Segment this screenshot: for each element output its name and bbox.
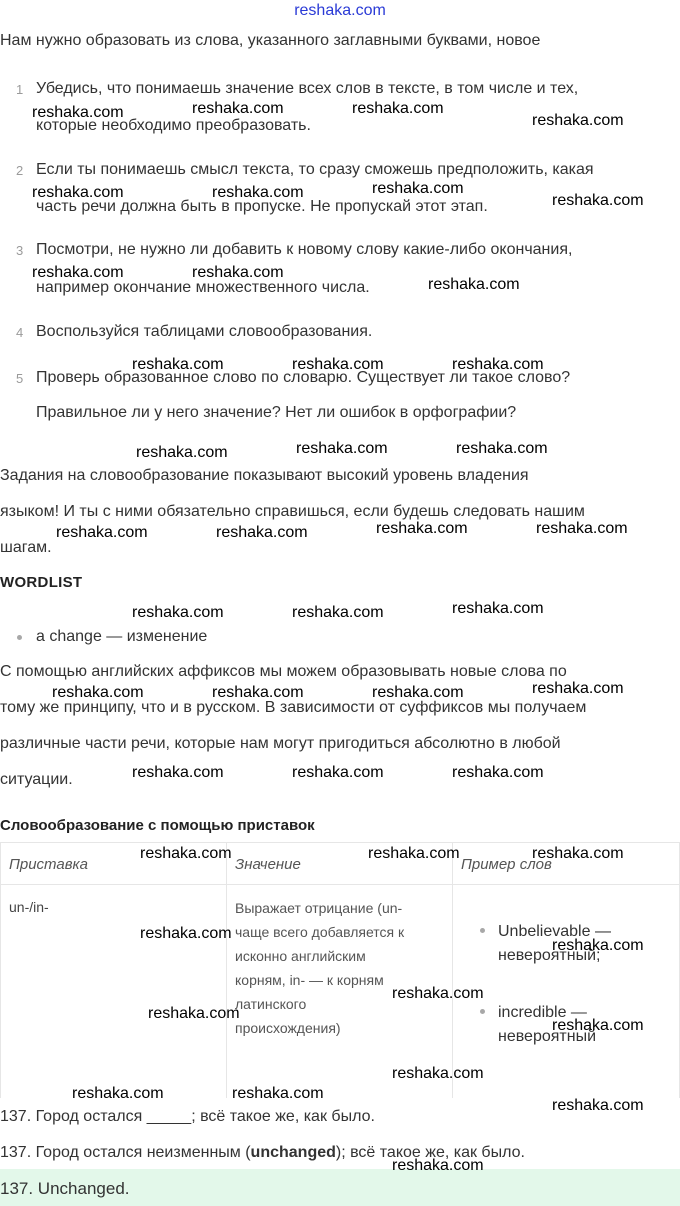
watermark-text: reshaka.com xyxy=(56,524,148,541)
watermark-text: reshaka.com xyxy=(392,985,484,1002)
watermark-text: reshaka.com xyxy=(52,684,144,701)
table-header-cell: Значение xyxy=(235,856,301,873)
bullet-icon xyxy=(480,928,485,933)
exercise-task: 137. Город остался _____; всё такое же, как было. xyxy=(0,1108,375,1125)
intro-text: Нам нужно образовать из слова, указанного заглавными буквами, новое xyxy=(0,32,541,49)
watermark-text: reshaka.com xyxy=(140,925,232,942)
watermark-text: reshaka.com xyxy=(292,764,384,781)
watermark-text: reshaka.com xyxy=(456,440,548,457)
step-text: например окончание множественного числа. xyxy=(36,279,370,296)
watermark-text: reshaka.com xyxy=(552,937,644,954)
table-header-cell: Приставка xyxy=(9,856,88,873)
watermark-text: reshaka.com xyxy=(136,444,228,461)
summary-line: языком! И ты с ними обязательно справишься, если будешь следовать нашим xyxy=(0,503,585,520)
affixes-line: ситуации. xyxy=(0,771,73,788)
table-example: incredible — невероятный xyxy=(498,1004,597,1045)
table-header-cell: Пример слов xyxy=(461,856,552,873)
watermark-text: reshaka.com xyxy=(536,520,628,537)
watermark-text: reshaka.com xyxy=(452,600,544,617)
step-text: Если ты понимаешь смысл текста, то сразу сможешь предположить, какая xyxy=(36,161,594,178)
table-header-divider xyxy=(0,884,680,885)
watermark-text: reshaka.com xyxy=(532,845,624,862)
step-text: часть речи должна быть в пропуске. Не пропускай этот этап. xyxy=(36,198,488,215)
solution-word: unchanged xyxy=(250,1144,336,1161)
step-number: 4 xyxy=(16,325,24,340)
table-column-divider xyxy=(226,842,227,1098)
exercise-answer: 137. Unchanged. xyxy=(0,1179,130,1198)
watermark-text: reshaka.com xyxy=(148,1005,240,1022)
watermark-text: reshaka.com xyxy=(192,264,284,281)
watermark-text: reshaka.com xyxy=(132,604,224,621)
watermark-text: reshaka.com xyxy=(292,604,384,621)
watermark-text: reshaka.com xyxy=(32,104,124,121)
watermark-text: reshaka.com xyxy=(296,440,388,457)
summary-line: шагам. xyxy=(0,539,52,556)
table-example: Unbelievable — невероятный; xyxy=(498,923,611,964)
watermark-text: reshaka.com xyxy=(212,184,304,201)
step-number: 1 xyxy=(16,82,24,97)
prefix-section-title: Словообразование с помощью приставок xyxy=(0,817,315,834)
exercise-solution: 137. Город остался неизменным (unchanged); всё такое же, как было. xyxy=(0,1144,525,1161)
watermark-text: reshaka.com xyxy=(552,1097,644,1114)
step-number: 3 xyxy=(16,243,24,258)
table-cell-meaning: Выражает отрицание (un- чаще всего добавляется к исконно английским корням, in- — к корням латинского происхождения) xyxy=(235,900,405,1036)
watermark-text: reshaka.com xyxy=(532,112,624,129)
bullet-icon xyxy=(480,1009,485,1014)
watermark-text: reshaka.com xyxy=(72,1085,164,1102)
watermark-text: reshaka.com xyxy=(392,1157,484,1174)
table-column-divider xyxy=(452,842,453,1098)
step-text: Правильное ли у него значение? Нет ли ошибок в орфографии? xyxy=(36,404,517,421)
watermark-text: reshaka.com xyxy=(352,100,444,117)
site-header-link[interactable]: reshaka.com xyxy=(294,2,386,19)
summary-line: Задания на словообразование показывают высокий уровень владения xyxy=(0,467,529,484)
watermark-text: reshaka.com xyxy=(292,356,384,373)
watermark-text: reshaka.com xyxy=(32,184,124,201)
step-text: Проверь образованное слово по словарю. Существует ли такое слово? xyxy=(36,369,571,386)
watermark-text: reshaka.com xyxy=(192,100,284,117)
watermark-text: reshaka.com xyxy=(372,684,464,701)
bullet-icon xyxy=(17,635,22,640)
step-number: 2 xyxy=(16,163,24,178)
step-text: Воспользуйся таблицами словообразования. xyxy=(36,323,373,340)
watermark-text: reshaka.com xyxy=(212,684,304,701)
watermark-text: reshaka.com xyxy=(132,764,224,781)
watermark-text: reshaka.com xyxy=(368,845,460,862)
watermark-text: reshaka.com xyxy=(232,1085,324,1102)
watermark-text: reshaka.com xyxy=(216,524,308,541)
step-text: Убедись, что понимаешь значение всех слов в тексте, в том числе и тех, xyxy=(36,80,579,97)
affixes-line: С помощью английских аффиксов мы можем образовывать новые слова по xyxy=(0,663,567,680)
affixes-line: различные части речи, которые нам могут пригодиться абсолютно в любой xyxy=(0,735,561,752)
watermark-text: reshaka.com xyxy=(552,192,644,209)
wordlist-item: a change — изменение xyxy=(36,628,208,645)
watermark-text: reshaka.com xyxy=(392,1065,484,1082)
watermark-text: reshaka.com xyxy=(532,680,624,697)
wordlist-title: WORDLIST xyxy=(0,574,83,591)
affixes-line: тому же принципу, что и в русском. В зависимости от суффиксов мы получаем xyxy=(0,699,587,716)
table-cell-prefix: un-/in- xyxy=(9,899,49,915)
step-text: Посмотри, не нужно ли добавить к новому слову какие-либо окончания, xyxy=(36,241,573,258)
watermark-text: reshaka.com xyxy=(140,845,232,862)
watermark-text: reshaka.com xyxy=(428,276,520,293)
watermark-text: reshaka.com xyxy=(452,356,544,373)
watermark-text: reshaka.com xyxy=(376,520,468,537)
step-number: 5 xyxy=(16,371,24,386)
watermark-text: reshaka.com xyxy=(372,180,464,197)
watermark-text: reshaka.com xyxy=(452,764,544,781)
step-text: которые необходимо преобразовать. xyxy=(36,117,311,134)
watermark-text: reshaka.com xyxy=(32,264,124,281)
watermark-text: reshaka.com xyxy=(132,356,224,373)
watermark-text: reshaka.com xyxy=(552,1017,644,1034)
